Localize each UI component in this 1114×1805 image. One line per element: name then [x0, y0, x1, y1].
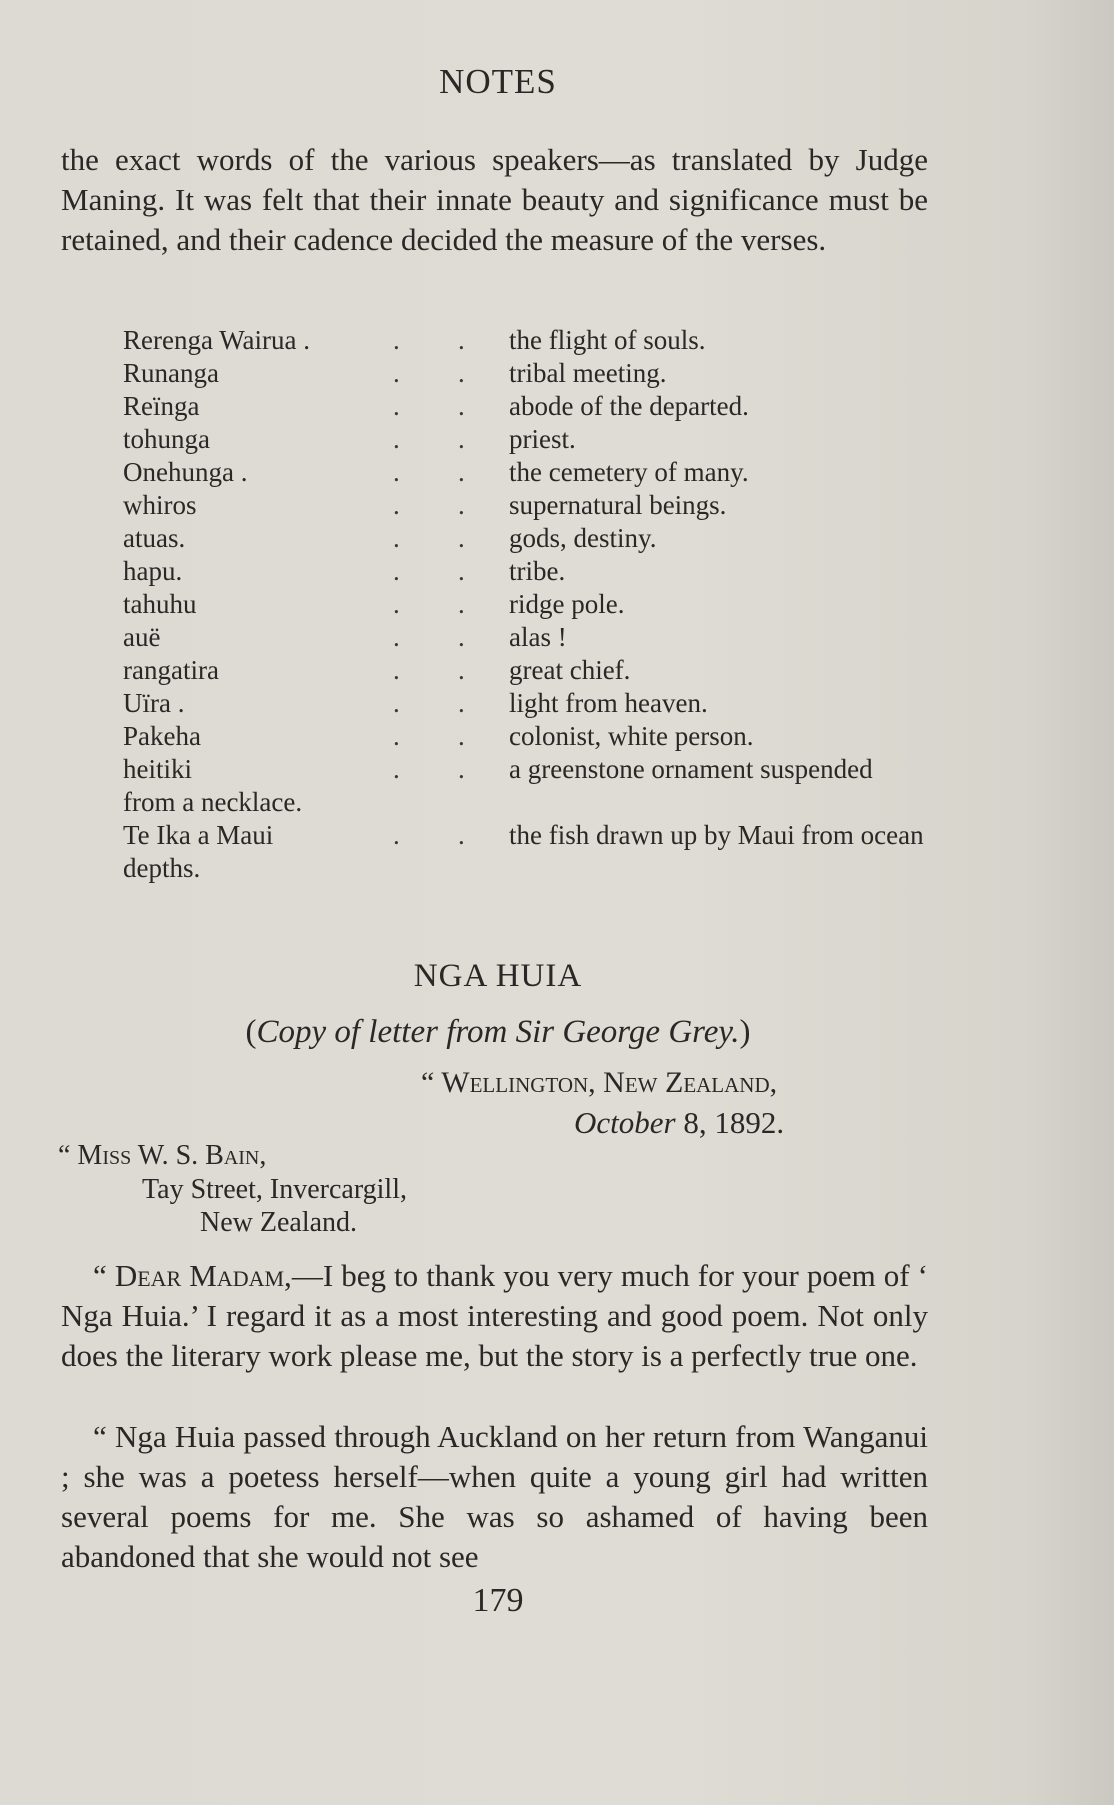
- glossary-definition: tribe.: [509, 556, 566, 586]
- glossary-definition: a greenstone ornament suspended from a necklace.: [123, 754, 873, 817]
- letter-paragraph: “ Dear Madam,—I beg to thank you very much for your poem of ‘ Nga Huia.’ I regard it as a most interesting and good poem. Not only does the literary work please me, but the story is a perfectly true one.: [61, 1258, 928, 1373]
- glossary-definition: tribal meeting.: [509, 358, 667, 388]
- glossary-entry: Rerenga Wairua . . . the flight of souls.: [123, 325, 706, 355]
- glossary-definition: great chief.: [509, 655, 631, 685]
- glossary-entry: Pakeha . . colonist, white person.: [123, 721, 754, 751]
- glossary-entry: auë . . alas !: [123, 622, 567, 652]
- glossary-term: tohunga: [123, 424, 210, 454]
- intro-paragraph: the exact words of the various speakers—as translated by Judge Maning. It was felt that their innate beauty and significance must be retained, and their cadence decided the measure of the verses.: [61, 142, 928, 257]
- glossary-definition: colonist, white person.: [509, 721, 754, 751]
- letter-place: “ Wellington, New Zealand,: [421, 1066, 778, 1099]
- glossary-term: heitiki: [123, 754, 192, 784]
- glossary-list: [123, 324, 928, 885]
- glossary-term: Pakeha: [123, 721, 201, 751]
- glossary-term: Onehunga .: [123, 457, 248, 487]
- glossary-definition: supernatural beings.: [509, 490, 727, 520]
- glossary-term: atuas.: [123, 523, 186, 553]
- glossary-term: Te Ika a Maui: [123, 820, 274, 850]
- glossary-definition: the flight of souls.: [509, 325, 706, 355]
- glossary-entry: tahuhu . . ridge pole.: [123, 589, 625, 619]
- glossary-entry: Te Ika a Maui . . the fish drawn up by Maui from ocean depths.: [123, 820, 924, 883]
- glossary-entry: hapu. . . tribe.: [123, 556, 566, 586]
- glossary-term: tahuhu: [123, 589, 197, 619]
- section-title: NGA HUIA: [413, 958, 583, 994]
- glossary-entry: Uïra . . . light from heaven.: [123, 688, 708, 718]
- glossary-term: rangatira: [123, 655, 219, 685]
- recipient-street: Tay Street, Invercargill,: [142, 1174, 407, 1205]
- glossary-term: whiros: [123, 490, 197, 520]
- glossary-definition: ridge pole.: [509, 589, 625, 619]
- running-head: NOTES: [439, 62, 557, 101]
- glossary-entry: Runanga . . tribal meeting.: [123, 358, 667, 388]
- glossary-entry: atuas. . . gods, destiny.: [123, 523, 657, 553]
- glossary-definition: light from heaven.: [509, 688, 708, 718]
- glossary-definition: abode of the departed.: [509, 391, 749, 421]
- glossary-entry: rangatira . . great chief.: [123, 655, 631, 685]
- recipient-name: “ Miss W. S. Bain,: [58, 1140, 267, 1171]
- glossary-entry: whiros . . supernatural beings.: [123, 490, 727, 520]
- glossary-term: Rerenga Wairua .: [123, 325, 310, 355]
- glossary-definition: the fish drawn up by Maui from ocean depths.: [123, 820, 924, 883]
- section-subtitle: (Copy of letter from Sir George Grey.): [245, 1014, 751, 1050]
- recipient-country: New Zealand.: [200, 1207, 358, 1238]
- glossary-entry: tohunga . . priest.: [123, 424, 576, 454]
- letter-paragraph: “ Nga Huia passed through Auckland on her return from Wanganui ; she was a poetess herself—when quite a young girl had written several poems for me. She was so ashamed of having been abandoned that she would not see: [61, 1419, 928, 1574]
- glossary-entry: heitiki . . a greenstone ornament suspended from a necklace.: [123, 754, 873, 817]
- glossary-definition: gods, destiny.: [509, 523, 657, 553]
- glossary-entry: Onehunga . . . the cemetery of many.: [123, 457, 749, 487]
- page-number: 179: [472, 1582, 524, 1619]
- letter-date: October 8, 1892.: [574, 1105, 785, 1140]
- glossary-term: Reïnga: [123, 391, 200, 421]
- glossary-term: hapu.: [123, 556, 183, 586]
- glossary-definition: alas !: [509, 622, 567, 652]
- glossary-definition: the cemetery of many.: [509, 457, 749, 487]
- glossary-term: auë: [123, 622, 161, 652]
- glossary-definition: priest.: [509, 424, 576, 454]
- glossary-term: Uïra .: [123, 688, 185, 718]
- glossary-entry: Reïnga . . abode of the departed.: [123, 391, 749, 421]
- glossary-term: Runanga: [123, 358, 219, 388]
